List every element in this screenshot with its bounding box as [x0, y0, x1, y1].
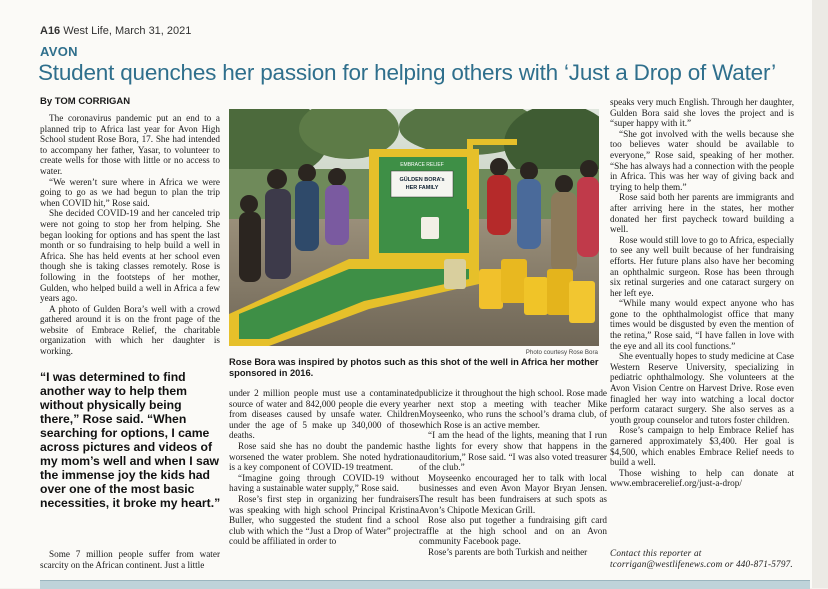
photo-credit: Photo courtesy Rose Bora	[525, 349, 598, 356]
paragraph: publicize it throughout the high school. Rose made her next stop a meeting with teacher Mike Moyseenko, who runs the school’s drama club, of which Rose is an active member.	[419, 388, 607, 430]
paragraph: “Imagine going through COVID-19 without having a sustainable water supply,” Rose said.	[229, 472, 419, 494]
paragraph: Some 7 million people suffer from water scarcity on the African continent. Just a little	[40, 549, 220, 570]
paragraph: Rose said she has no doubt the pandemic has worsened the water problem. She noted hydration is a key component of COVID-19 treatment.	[229, 440, 419, 473]
well-photo	[229, 109, 599, 346]
section-date: West Life, March 31, 2021	[63, 25, 192, 37]
column-4	[610, 97, 794, 489]
paragraph: Rose also put together a fundraising gift card raffle at the high school and on an Avon community Facebook page.	[419, 515, 607, 547]
folio	[40, 25, 191, 37]
sign-header: EMBRACE RELIEF	[400, 162, 444, 168]
paragraph: Rose’s campaign to help Embrace Relief has garnered approximately $3,400. Her goal is $4,500, which enables Embrace Relief needs to build a well.	[610, 425, 794, 468]
byline: By TOM CORRIGAN	[40, 96, 131, 107]
paragraph: “We weren’t sure where in Africa we were going to go as we had begun to plan the trip when COVID hit,” Rose said.	[40, 176, 220, 208]
reporter-contact: Contact this reporter at tcorrigan@westlifenews.com or 440-871-5797.	[610, 548, 793, 569]
paragraph: She decided COVID-19 and her canceled trip were not going to stop her from helping. She began looking for options and has spent the last month or so fundraising to help build a well in Africa. She has held events at her school even though she is taking classes remotely. Rose is following in the footsteps of her mother, Gulden, who helped build a well in Africa a few years ago.	[40, 208, 220, 304]
pull-quote: “I was determined to find another way to help them without physically being there,” Rose said. “When searching for options, I came across pictures and videos of my mom’s well and when I saw the immense joy the kids had over one of the most basic necessities, it broke my heart.”	[40, 370, 221, 510]
paragraph: “While many would expect anyone who has gone to the ophthalmologist office that many times would be disgusted by even the mention of the retina,” Rose said, “I have fallen in love with the eye and all its cool functions.”	[610, 298, 794, 351]
sign-line-1: GÜLDEN BORA’s	[399, 177, 445, 183]
paragraph: A photo of Gulden Bora’s well with a crowd gathered around it is on the front page of the website of Embrace Relief, the charitable organization with which her daughter is working.	[40, 303, 220, 357]
column-3	[419, 388, 607, 558]
paragraph: She eventually hopes to study medicine at Case Western Reserve University, specializing in pediatric ophthalmology. She volunteers at the Avon Vision Centre on Harvest Drive. Rose even finagled her way into watching a local doctor perform cataract surgery. She also serves as a youth group counselor and tutors foster children.	[610, 351, 794, 425]
paragraph: Rose’s parents are both Turkish and neither	[428, 546, 588, 557]
paragraph: Moyseenko encouraged her to talk with local businesses and even Avon Mayor Bryan Jensen. The result has been fundraisers at such spots as Avon’s Chipotle Mexican Grill.	[419, 472, 607, 515]
page-edge	[812, 0, 828, 588]
column-2	[229, 388, 419, 547]
paragraph: under 2 million people must use a contaminated source of water and 842,000 people die every year from diseases caused by unsafe water. Children under the age of 5 make up 340,000 of those deaths.	[229, 388, 419, 441]
paragraph: “She got involved with the wells because she too believes water should be available to everyone,” Rose said, speaking of her mother. “She has always had a connection with the people in Africa. This was her way of giving back and trying to help them.”	[610, 128, 794, 192]
headline: Student quenches her passion for helping others with ‘Just a Drop of Water’	[38, 60, 776, 85]
paragraph: The coronavirus pandemic put an end to a planned trip to Africa last year for Avon High School student Rose Bora, 17. She had intended to accompany her father, Yasar, to volunteer to create wells for those with little or no access to water.	[40, 113, 220, 176]
paragraph: Rose’s first step in organizing her fundraisers was speaking with high school Principal Kristina Buller, who suggested the student find a school club with which the “Just a Drop of Water” project could be affiliated in order to	[229, 493, 419, 547]
paragraph: Those wishing to help can donate at www.embracerelief.org/just-a-drop/	[610, 467, 794, 489]
column-1-end	[40, 549, 220, 570]
paragraph: “I am the head of the lights, meaning that I run the lights for every show that happens in the auditorium,” Rose said. “I was also voted treasurer of the club.”	[419, 430, 607, 473]
paragraph: speaks very much English. Through her daughter, Gulden Bora said she loves the project and is “super happy with it.”	[610, 97, 794, 129]
photo-caption: Rose Bora was inspired by photos such as this shot of the well in Africa her mother sponsored in 2016.	[229, 357, 599, 378]
sign-line-2: HER FAMILY	[405, 185, 439, 191]
page-number: A16	[40, 25, 61, 37]
column-1	[40, 113, 220, 357]
paragraph: Rose said both her parents are immigrants and after arriving here in the states, her mother donated her first paycheck toward building a well.	[610, 192, 794, 235]
well-photo-illustration	[229, 109, 599, 346]
paragraph: Rose would still love to go to Africa, especially to see any well built because of her fundraising efforts. Her future plans also have her becoming an ophthalmic surgeon. Rose has been through six retinal surgeries and one cataract surgery on her left eye.	[610, 234, 794, 298]
section-kicker: AVON	[40, 44, 78, 59]
